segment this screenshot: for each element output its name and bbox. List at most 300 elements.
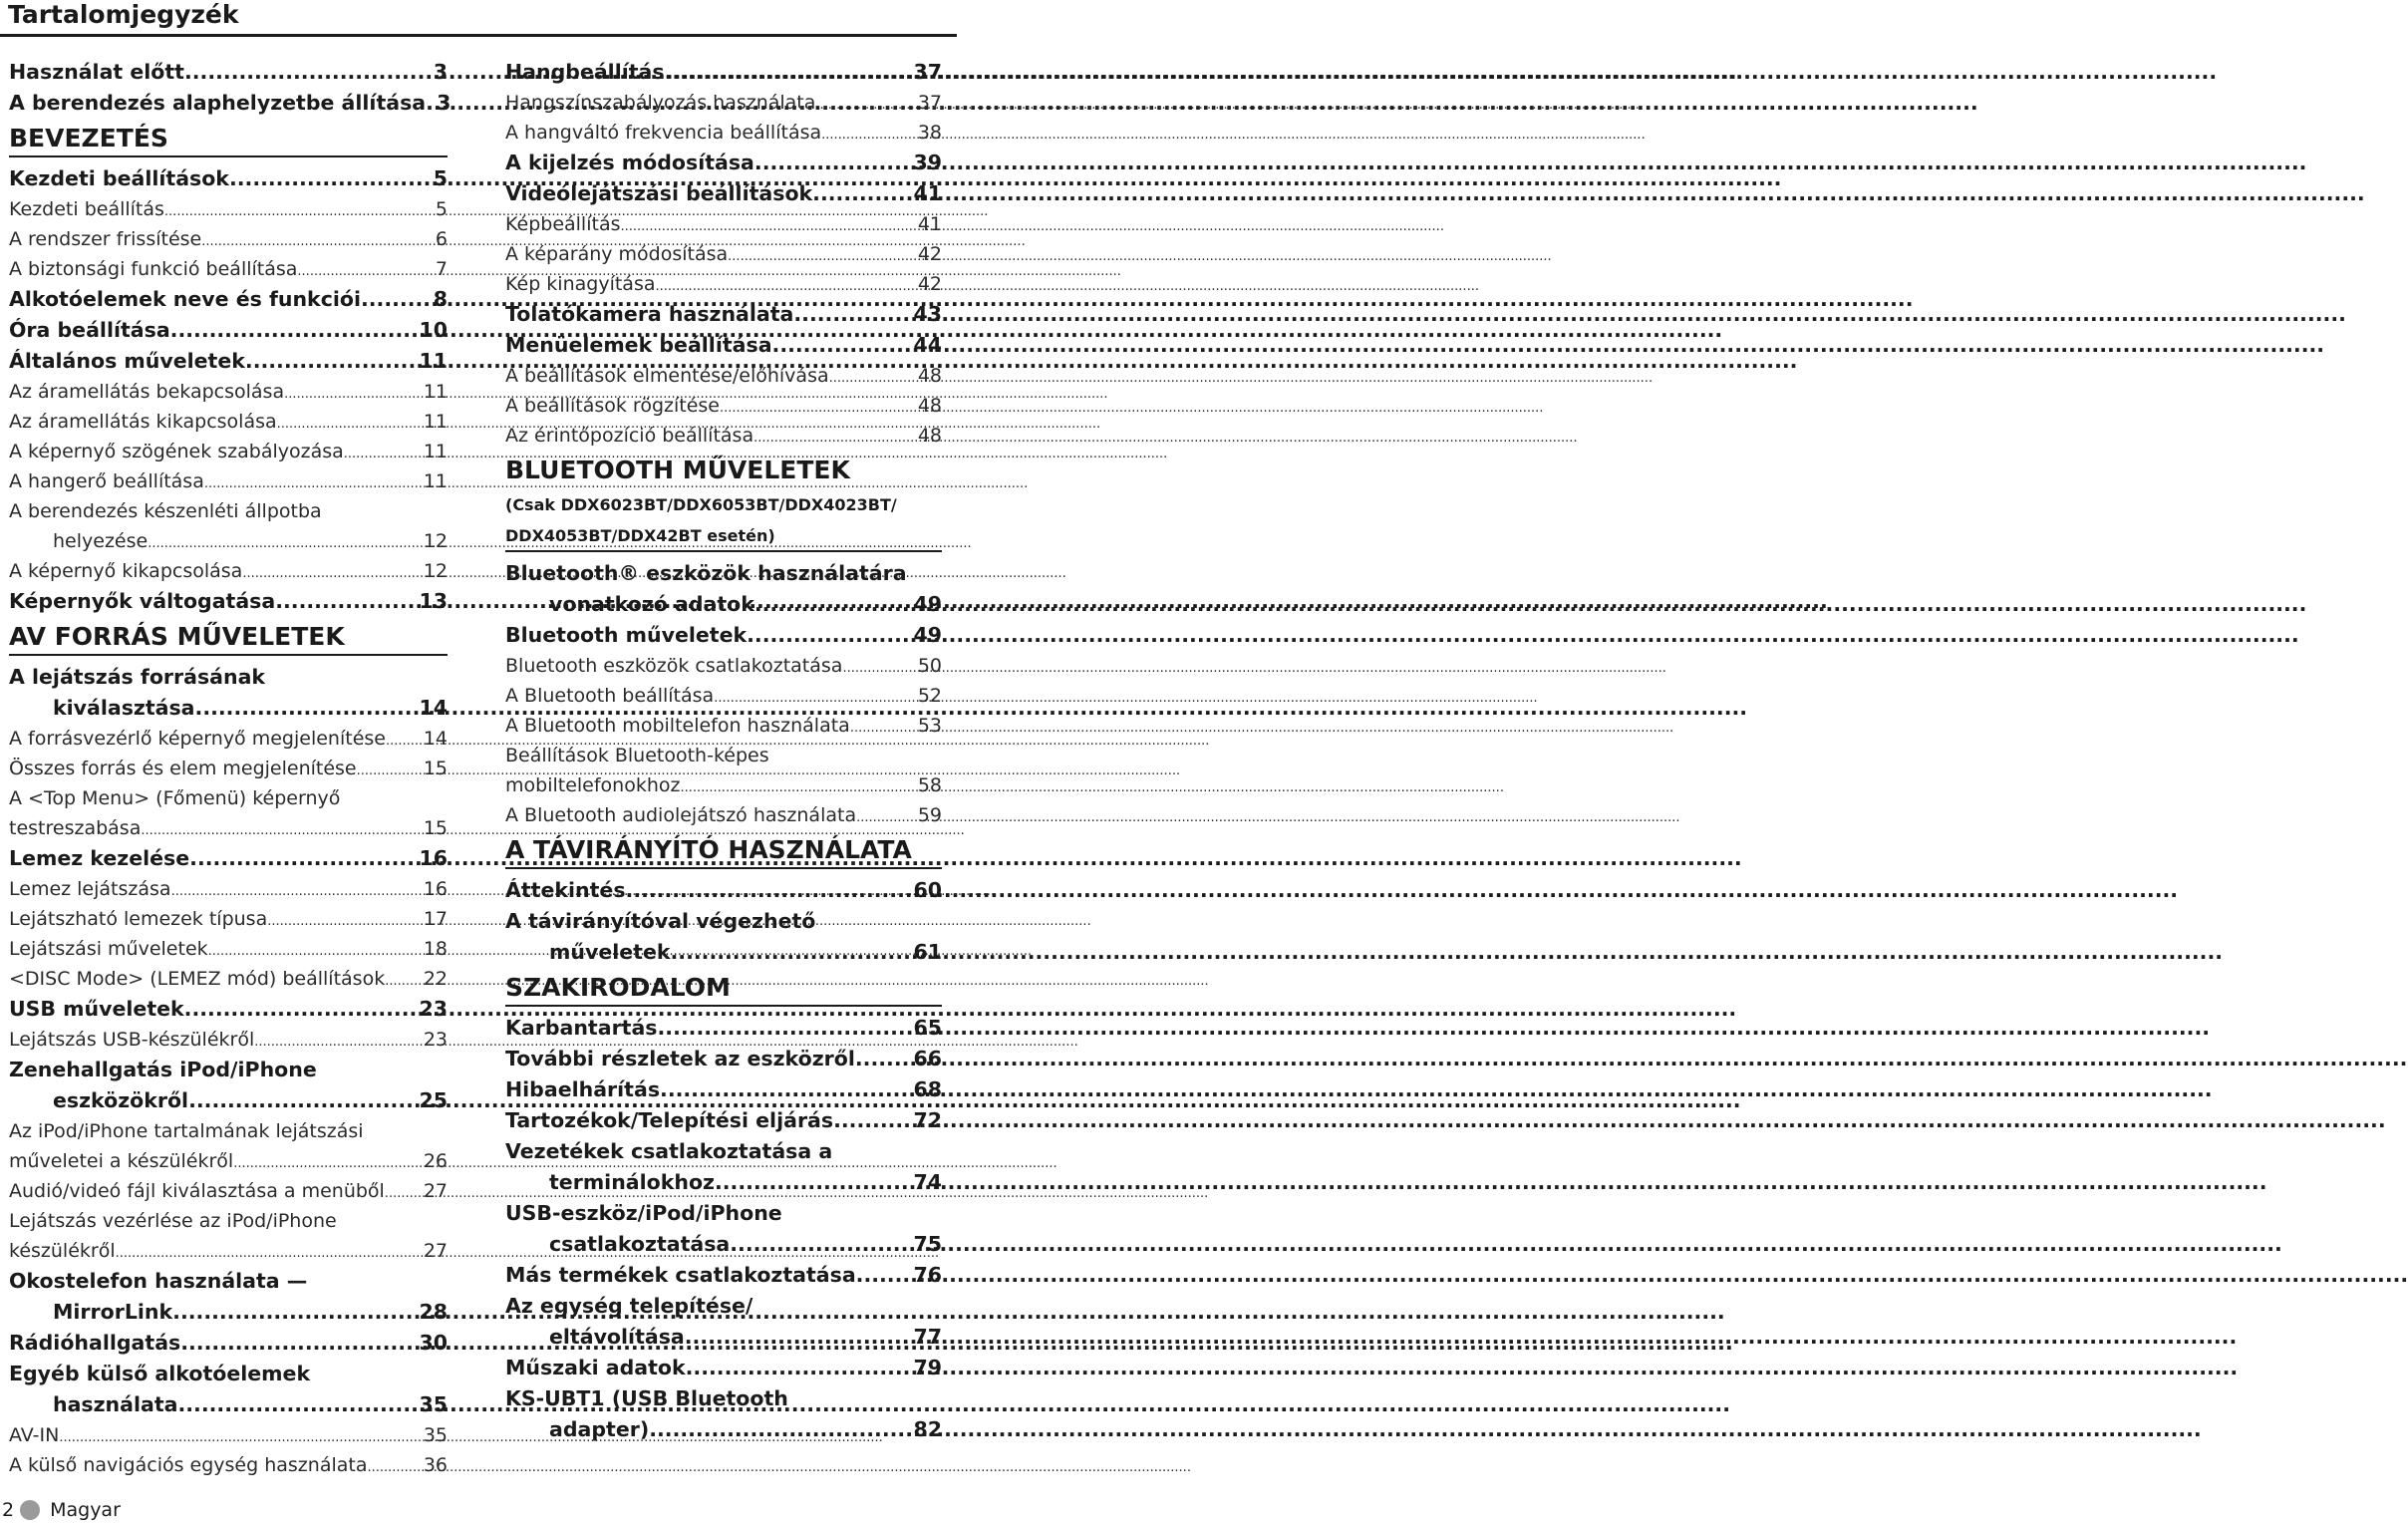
toc-entry-title: Alkotóelemek neve és funkciói [9, 287, 361, 311]
toc-entry[interactable] [9, 1328, 448, 1359]
toc-subentry[interactable] [9, 1176, 448, 1206]
toc-page-number: 8 [433, 287, 448, 311]
dot-leader [267, 904, 424, 937]
dot-leader [833, 1105, 910, 1136]
dot-leader [686, 1353, 911, 1383]
dot-leader [245, 346, 417, 377]
toc-entry[interactable] [9, 586, 448, 617]
dot-leader [728, 239, 918, 272]
dot-leader [297, 254, 435, 287]
toc-entry-title: Kezdeti beállítás [9, 198, 164, 220]
toc-entry-line: Bluetooth® eszközök használatára [505, 561, 907, 585]
section-heading: SZAKIRODALOM [505, 971, 942, 1007]
toc-entry-title: Lemez lejátszása [9, 878, 171, 900]
toc-page-number: 3 [437, 91, 452, 115]
toc-subentry[interactable] [9, 724, 448, 754]
toc-entry[interactable] [505, 620, 942, 651]
dot-leader [426, 88, 434, 119]
toc-subentry[interactable] [9, 526, 448, 556]
toc-entry[interactable] [9, 88, 452, 119]
dot-leader [656, 269, 918, 302]
toc-page-number: 15 [423, 817, 448, 839]
toc-entry-title: Az áramellátás kikapcsolása [9, 411, 277, 433]
toc-entry-title: Videólejátszási beállítások [505, 181, 813, 205]
toc-subentry[interactable] [9, 556, 448, 586]
dot-leader [753, 421, 918, 454]
footer-language: Magyar [50, 1499, 121, 1521]
dot-leader [821, 118, 918, 151]
toc-entry-title: műveletei a készülékről [9, 1150, 234, 1172]
dot-leader [620, 209, 917, 242]
toc-entry-title: Rádióhallgatás [9, 1331, 181, 1355]
toc-entry[interactable] [505, 1044, 942, 1074]
toc-subentry[interactable] [9, 934, 448, 964]
toc-page-number: 39 [913, 151, 942, 174]
toc-entry-title: Összes forrás és elem megjelenítése [9, 758, 357, 779]
toc-entry-title: A hangváltó frekvencia beállítása [505, 122, 822, 144]
toc-entry-title: A Bluetooth mobiltelefon használata [505, 715, 850, 737]
toc-subentry[interactable] [9, 437, 448, 466]
toc-entry[interactable] [9, 57, 448, 88]
toc-entry-title: műveletek [549, 940, 671, 964]
toc-entry[interactable] [9, 693, 448, 724]
toc-entry[interactable] [505, 330, 942, 361]
toc-subentry[interactable] [9, 254, 448, 284]
toc-page-number: 48 [917, 425, 942, 447]
toc-subentry[interactable] [9, 904, 448, 934]
toc-entry-title: eszközökről [53, 1088, 189, 1112]
dot-leader [233, 1146, 424, 1179]
toc-entry-line: Egyéb külső alkotóelemek [9, 1362, 311, 1385]
toc-entry-title: MirrorLink [53, 1300, 173, 1324]
toc-entry-title: A kijelzés módosítása [505, 151, 754, 174]
toc-subentry[interactable] [9, 377, 448, 407]
toc-entry[interactable] [9, 346, 448, 377]
dot-leader [671, 937, 911, 968]
dot-leader [184, 57, 431, 88]
toc-page-number: 52 [917, 685, 942, 707]
toc-column-left [9, 57, 452, 1480]
toc-page-number: 59 [917, 804, 942, 826]
toc-subentry[interactable] [505, 239, 942, 269]
toc-entry-line: Az iPod/iPhone tartalmának lejátszási [9, 1120, 364, 1142]
toc-page-number: 68 [913, 1077, 942, 1101]
toc-subentry[interactable] [505, 118, 942, 148]
dot-leader [201, 224, 436, 257]
toc-entry-title: Hangbeállítás [505, 60, 665, 84]
toc-entry-title: Áttekintés [505, 878, 626, 902]
dot-leader [385, 1176, 424, 1209]
toc-subentry[interactable] [9, 194, 448, 224]
page-number: 2 [2, 1499, 15, 1521]
toc-subentry[interactable] [505, 361, 942, 391]
toc-page-number: 37 [913, 60, 942, 84]
dot-leader [284, 377, 424, 410]
toc-subentry[interactable] [9, 466, 448, 496]
dot-leader [649, 1414, 910, 1445]
dot-leader [747, 620, 910, 651]
toc-entry-title: Használat előtt [9, 60, 184, 84]
dot-leader [842, 651, 917, 684]
dot-leader [357, 754, 424, 786]
dot-leader [59, 1420, 423, 1453]
dot-leader [685, 1322, 911, 1353]
toc-entry-title: A képernyő szögének szabályozása [9, 441, 344, 462]
toc-entry-title: Hangszínszabályozás használata [505, 92, 816, 114]
toc-page-number: 11 [423, 381, 448, 403]
toc-entry-title: Lejátszható lemezek típusa [9, 908, 268, 930]
dot-leader [172, 1297, 416, 1328]
toc-entry-title: Menüelemek beállítása [505, 333, 772, 357]
toc-page-number: 41 [917, 213, 942, 235]
toc-page-number: 43 [913, 302, 942, 326]
toc-entry-title: A berendezés alaphelyzetbe állítása [9, 91, 427, 115]
dot-leader [116, 1236, 424, 1269]
toc-entry[interactable] [505, 1105, 942, 1136]
toc-entry[interactable] [505, 148, 942, 178]
toc-page-number: 27 [423, 1180, 448, 1202]
toc-entry-title: vonatkozó adatok [549, 592, 754, 616]
circle-icon [20, 1500, 40, 1520]
toc-page-number: 65 [913, 1016, 942, 1040]
dot-leader [812, 178, 910, 209]
toc-entry-title: A beállítások elmentése/előhívása [505, 365, 829, 387]
section-note: DDX4053BT/DDX42BT esetén) [505, 520, 942, 552]
toc-entry-title: Bluetooth eszközök csatlakoztatása [505, 655, 843, 677]
toc-entry[interactable] [505, 875, 942, 906]
toc-page-number: 10 [419, 318, 448, 342]
toc-subentry[interactable] [505, 391, 942, 421]
toc-entry-title: A képarány módosítása [505, 243, 729, 265]
toc-page-number: 72 [913, 1108, 942, 1132]
dot-leader [658, 1013, 911, 1044]
dot-leader [141, 813, 423, 846]
toc-page-number: 74 [913, 1170, 942, 1194]
toc-entry-title: terminálokhoz [549, 1170, 715, 1194]
toc-entry[interactable] [9, 1085, 448, 1116]
toc-entry-title: helyezése [53, 530, 149, 552]
toc-entry-title: Kép kinagyítása [505, 273, 656, 295]
section-heading: BLUETOOTH MŰVELETEK [505, 456, 850, 484]
dot-leader [714, 681, 918, 714]
toc-page-number: 5 [435, 198, 448, 220]
toc-page-number: 60 [913, 878, 942, 902]
dot-leader [229, 163, 431, 194]
toc-page-number: 11 [423, 470, 448, 492]
toc-entry[interactable] [505, 1074, 942, 1105]
toc-page-number: 11 [419, 349, 448, 373]
toc-page-number: 35 [419, 1392, 448, 1416]
toc-page-number: 14 [423, 728, 448, 750]
toc-entry-line: Az egység telepítése/ [505, 1294, 753, 1318]
toc-subentry[interactable] [9, 754, 448, 783]
toc-entry-title: Műszaki adatok [505, 1356, 686, 1379]
dot-leader [793, 299, 910, 330]
dot-leader [204, 466, 424, 499]
toc-subentry[interactable] [505, 651, 942, 681]
toc-page-number: 44 [913, 333, 942, 357]
toc-entry-line: A lejátszás forrásának [9, 665, 266, 689]
toc-page-number: 26 [423, 1150, 448, 1172]
toc-subentry[interactable] [9, 224, 448, 254]
toc-page-number: 35 [423, 1424, 448, 1446]
section-heading: A TÁVIRÁNYÍTÓ HASZNÁLATA [505, 833, 942, 869]
dot-leader [275, 586, 416, 617]
toc-subentry[interactable] [9, 964, 448, 994]
dot-leader [715, 1167, 910, 1198]
toc-entry-title: Óra beállítása [9, 318, 170, 342]
toc-subentry[interactable] [505, 421, 942, 451]
toc-entry-title: A beállítások rögzítése [505, 395, 720, 417]
dot-leader [680, 770, 917, 803]
toc-entry[interactable] [9, 843, 448, 874]
toc-entry-line: Okostelefon használata — [9, 1269, 308, 1293]
toc-subentry[interactable] [9, 874, 448, 904]
toc-subentry[interactable] [505, 209, 942, 239]
dot-leader [208, 934, 424, 967]
dot-leader [754, 148, 911, 178]
toc-entry-line: A berendezés készenléti állpotba [9, 500, 322, 522]
page-header [0, 0, 957, 37]
dot-leader [148, 526, 424, 559]
toc-page-number: 13 [419, 589, 448, 613]
toc-page-number: 66 [913, 1047, 942, 1070]
toc-entry-title: csatlakoztatása [549, 1232, 731, 1256]
toc-page-number: 28 [419, 1300, 448, 1324]
dot-leader [195, 693, 417, 724]
dot-leader [754, 589, 911, 620]
toc-page-number: 49 [913, 623, 942, 647]
toc-page-number: 76 [913, 1263, 942, 1287]
toc-entry-line: A <Top Menu> (Főmenü) képernyő [9, 787, 341, 809]
toc-entry-title: kiválasztása [53, 696, 195, 720]
toc-entry-title: mobiltelefonokhoz [505, 774, 681, 796]
toc-entry[interactable] [9, 1389, 448, 1420]
toc-entry[interactable] [505, 1353, 942, 1383]
toc-entry[interactable] [505, 178, 942, 209]
dot-leader [189, 843, 416, 874]
toc-page-number: 77 [913, 1325, 942, 1349]
toc-entry[interactable] [9, 1297, 448, 1328]
toc-page-number: 53 [917, 715, 942, 737]
toc-subentry[interactable] [9, 1420, 448, 1450]
toc-entry[interactable] [505, 1260, 942, 1291]
toc-entry-title: Az érintőpozíció beállítása [505, 425, 754, 447]
page-title: Tartalomjegyzék [8, 0, 239, 29]
toc-entry-title: Bluetooth műveletek [505, 623, 748, 647]
toc-page-number: 82 [913, 1417, 942, 1441]
toc-page-number: 12 [423, 560, 448, 582]
toc-page-number: 16 [423, 878, 448, 900]
toc-page-number: 36 [423, 1454, 448, 1476]
toc-entry[interactable] [505, 1167, 942, 1198]
toc-entry-title: Kezdeti beállítások [9, 166, 229, 190]
toc-entry-title: A biztonsági funkció beállítása [9, 258, 298, 280]
dot-leader [254, 1025, 424, 1058]
toc-entry-title: adapter) [549, 1417, 650, 1441]
toc-page-number: 7 [435, 258, 448, 280]
toc-page-number: 49 [913, 592, 942, 616]
toc-page-number: 5 [433, 166, 448, 190]
toc-entry-title: AV-IN [9, 1424, 60, 1446]
toc-subentry[interactable] [505, 770, 942, 800]
toc-page-number: 41 [913, 181, 942, 205]
toc-subentry[interactable] [505, 88, 942, 118]
dot-leader [385, 964, 424, 997]
toc-entry-line: KS-UBT1 (USB Bluetooth [505, 1386, 788, 1410]
toc-entry-title: A rendszer frissítése [9, 228, 202, 250]
toc-entry-title: A Bluetooth beállítása [505, 685, 715, 707]
dot-leader [344, 437, 424, 469]
toc-page-number: 48 [917, 365, 942, 387]
dot-leader [277, 407, 424, 440]
toc-entry-title: Lemez kezelése [9, 846, 190, 870]
toc-page-number: 17 [423, 908, 448, 930]
dot-leader [855, 1044, 911, 1074]
toc-page-number: 27 [423, 1240, 448, 1262]
toc-page-number: 79 [913, 1356, 942, 1379]
toc-entry-title: Audió/videó fájl kiválasztása a menüből [9, 1180, 385, 1202]
toc-page-number: 38 [917, 122, 942, 144]
toc-page-number: 11 [423, 441, 448, 462]
toc-entry-title: használata [53, 1392, 178, 1416]
toc-entry[interactable] [505, 299, 942, 330]
toc-entry-line: Lejátszás vezérlése az iPod/iPhone [9, 1210, 337, 1232]
toc-subentry[interactable] [9, 813, 448, 843]
section-heading: BEVEZETÉS [9, 122, 448, 157]
section-note: (Csak DDX6023BT/DDX6053BT/DDX4023BT/ [505, 495, 897, 514]
toc-entry-title: Karbantartás [505, 1016, 658, 1040]
dot-leader [660, 1074, 910, 1105]
toc-entry-title: Tolatókamera használata [505, 302, 794, 326]
toc-page-number: 16 [419, 846, 448, 870]
dot-leader [856, 800, 918, 833]
dot-leader [856, 1260, 911, 1291]
toc-entry-title: A képernyő kikapcsolása [9, 560, 243, 582]
toc-entry-title: Lejátszás USB-készülékről [9, 1029, 255, 1051]
toc-page-number: 42 [917, 243, 942, 265]
dot-leader [242, 556, 423, 589]
toc-entry[interactable] [505, 57, 942, 88]
toc-entry-line: Zenehallgatás iPod/iPhone [9, 1058, 317, 1081]
toc-subentry[interactable] [9, 1450, 448, 1480]
toc-page-number: 22 [423, 968, 448, 990]
toc-subentry[interactable] [9, 1025, 448, 1055]
toc-entry-title: Általános műveletek [9, 349, 245, 373]
toc-entry-line: Beállítások Bluetooth-képes [505, 745, 769, 766]
toc-entry-title: <DISC Mode> (LEMEZ mód) beállítások [9, 968, 386, 990]
toc-column-right [505, 57, 942, 1445]
toc-subentry[interactable] [505, 800, 942, 830]
dot-leader [386, 724, 424, 757]
toc-entry[interactable] [505, 937, 942, 968]
toc-page-number: 23 [419, 997, 448, 1021]
dot-leader [720, 391, 918, 424]
toc-entry[interactable] [505, 1414, 942, 1445]
toc-entry[interactable] [505, 589, 942, 620]
toc-page-number: 30 [419, 1331, 448, 1355]
toc-page-number: 25 [419, 1088, 448, 1112]
dot-leader [772, 330, 911, 361]
toc-page-number: 23 [423, 1029, 448, 1051]
toc-entry[interactable] [9, 284, 448, 315]
toc-entry-title: A külső navigációs egység használata [9, 1454, 368, 1476]
toc-entry-title: A forrásvezérlő képernyő megjelenítése [9, 728, 386, 750]
toc-entry[interactable] [505, 1013, 942, 1044]
dot-leader [171, 874, 424, 907]
toc-page-number: 18 [423, 938, 448, 960]
toc-entry-title: testreszabása [9, 817, 142, 839]
dot-leader [184, 994, 417, 1025]
toc-subentry[interactable] [505, 269, 942, 299]
toc-page-number: 3 [433, 60, 448, 84]
toc-page-number: 58 [917, 774, 942, 796]
toc-entry-title: Képbeállítás [505, 213, 621, 235]
toc-page-number: 75 [913, 1232, 942, 1256]
toc-page-number: 37 [917, 92, 942, 114]
toc-page-number: 6 [435, 228, 448, 250]
toc-entry[interactable] [9, 315, 448, 346]
toc-page-number: 42 [917, 273, 942, 295]
toc-entry-title: Az áramellátás bekapcsolása [9, 381, 285, 403]
toc-entry-title: Lejátszási műveletek [9, 938, 208, 960]
toc-entry[interactable] [505, 1229, 942, 1260]
toc-entry[interactable] [9, 163, 448, 194]
toc-subentry[interactable] [505, 711, 942, 741]
dot-leader [626, 875, 911, 906]
toc-entry-title: Más termékek csatlakoztatása [505, 1263, 856, 1287]
toc-page-number: 48 [917, 395, 942, 417]
toc-page-number: 11 [423, 411, 448, 433]
dot-leader [170, 315, 417, 346]
toc-entry-title: Képernyők váltogatása [9, 589, 276, 613]
toc-entry-title: eltávolítása [549, 1325, 685, 1349]
dot-leader [829, 361, 918, 394]
toc-entry-title: készülékről [9, 1240, 116, 1262]
dot-leader [815, 88, 917, 121]
toc-entry-title: Tartozékok/Telepítési eljárás [505, 1108, 834, 1132]
toc-entry-line: USB-eszköz/iPod/iPhone [505, 1201, 782, 1225]
toc-subentry[interactable] [9, 1236, 448, 1266]
toc-entry-line: A távirányítóval végezhető [505, 909, 816, 933]
toc-page-number: 15 [423, 758, 448, 779]
toc-page-number: 61 [913, 940, 942, 964]
dot-leader [665, 57, 911, 88]
dot-leader [164, 194, 436, 227]
toc-entry-title: USB műveletek [9, 997, 184, 1021]
toc-entry-title: További részletek az eszközről [505, 1047, 855, 1070]
toc-page-number: 14 [419, 696, 448, 720]
toc-entry-line: Vezetékek csatlakoztatása a [505, 1139, 833, 1163]
toc-entry[interactable] [505, 1322, 942, 1353]
toc-page-number: 12 [423, 530, 448, 552]
dot-leader [367, 1450, 423, 1483]
page-footer [0, 1495, 121, 1525]
dot-leader [180, 1328, 416, 1359]
toc-subentry[interactable] [9, 407, 448, 437]
section-heading: AV FORRÁS MŰVELETEK [9, 620, 448, 656]
dot-leader [177, 1389, 416, 1420]
toc-entry-title: A Bluetooth audiolejátszó használata [505, 804, 857, 826]
toc-entry[interactable] [9, 994, 448, 1025]
toc-entry-title: Hibaelhárítás [505, 1077, 661, 1101]
dot-leader [730, 1229, 910, 1260]
dot-leader [850, 711, 918, 744]
toc-subentry[interactable] [9, 1146, 448, 1176]
toc-entry-title: A hangerő beállítása [9, 470, 204, 492]
toc-subentry[interactable] [505, 681, 942, 711]
dot-leader [361, 284, 431, 315]
